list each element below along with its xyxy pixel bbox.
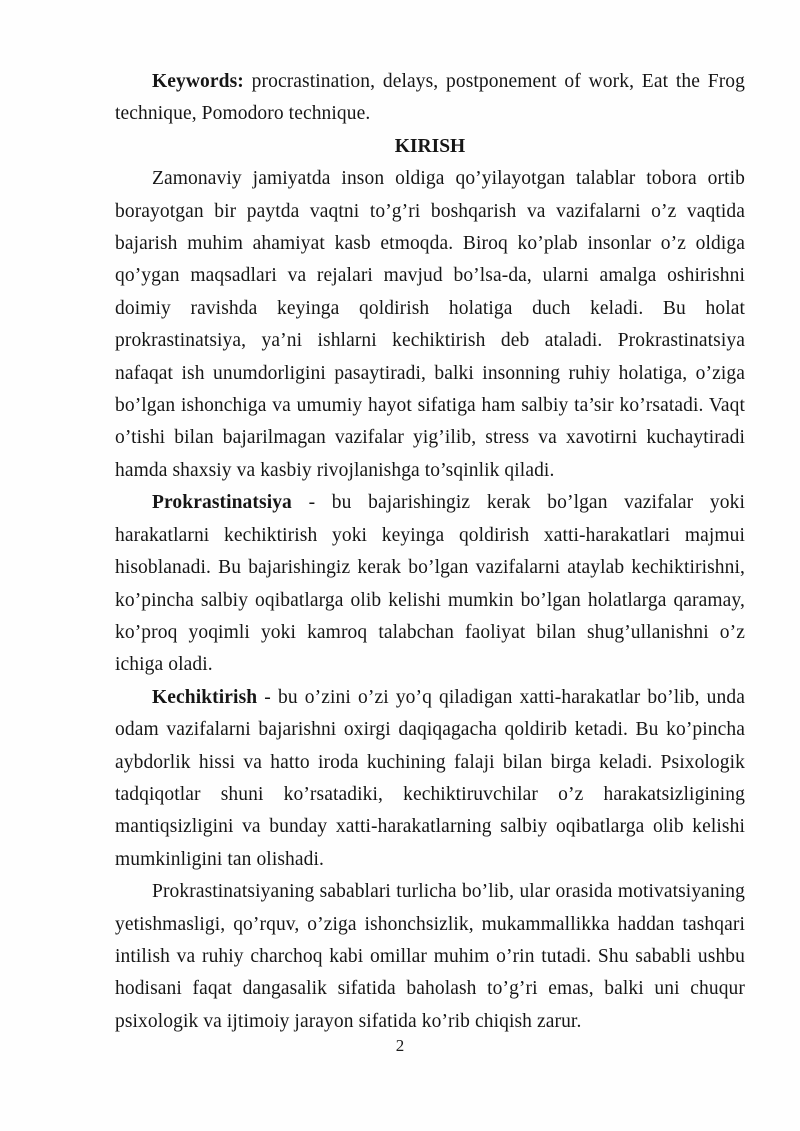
paragraph-prokrastinatsiya-lead: Prokrastinatsiya (152, 492, 292, 514)
paragraph-kechiktirish-definition (115, 682, 745, 876)
paragraph-causes-text: Prokrastinatsiyaning sabablari turlicha bo’lib, ular orasida motivatsiyaning yetishmasligi, qo’rquv, o’ziga ishonchsizlik, mukammallikka haddan tashqari intilish va ruhiy charchoq kabi omillar muhim o’rin tutadi. Shu sababli ushbu hodisani faqat dangasalik sifatida baholash to’g’ri emas, balki uni chuqur psixologik va ijtimoiy jarayon sifatida ko’rib chiqish zarur. (115, 881, 745, 1032)
text-block (115, 66, 745, 1038)
paragraph-prokrastinatsiya-definition (115, 487, 745, 681)
keywords-text: procrastination, delays, postponement of work, Eat the Frog technique, Pomodoro technique. (115, 71, 745, 125)
paragraph-intro (115, 163, 745, 487)
keywords-label: Keywords: (152, 71, 244, 92)
page-number: 2 (395, 1036, 405, 1055)
paragraph-keywords (115, 66, 745, 131)
paragraph-causes (115, 876, 745, 1038)
paragraph-kechiktirish-text: - bu o’zini o’zi yo’q qiladigan xatti-harakatlar bo’lib, unda odam vazifalarni bajarishni oxirgi daqiqagacha qoldirib ketadi. Bu ko’pincha aybdorlik hissi va hatto iroda kuchining falaji bilan birga keladi. Psixologik tadqiqotlar shuni ko’rsatadiki, kechiktiruvchilar o’z harakatsizligining mantiqsizligini va bunday xatti-harakatlarning salbiy oqibatlarga olib kelishi mumkinligini tan olishadi. (115, 686, 745, 870)
paragraph-intro-text: Zamonaviy jamiyatda inson oldiga qo’yilayotgan talablar tobora ortib borayotgan bir paytda vaqtni to’g’ri boshqarish va vazifalarni o’z vaqtida bajarish muhim ahamiyat kasb etmoqda. Biroq ko’plab insonlar o’z oldiga qo’ygan maqsadlari va rejalari mavjud bo’lsa-da, ularni amalga oshirishni doimiy ravishda keyinga qoldirish holatiga duch keladi. Bu holat prokrastinatsiya, ya’ni ishlarni kechiktirish deb ataladi. Prokrastinatsiya nafaqat ish unumdorligini pasaytiradi, balki insonning ruhiy holatiga, o’ziga bo’lgan ishonchiga va umumiy hayot sifatiga ham salbiy ta’sir ko’rsatadi. Vaqt o’tishi bilan bajarilmagan vazifalar yig’ilib, stress va xavotirni kuchaytiradi hamda shaxsiy va kasbiy rivojlanishga to’sqinlik qiladi. (115, 168, 745, 481)
paragraph-prokrastinatsiya-text: - bu bajarishingiz kerak bo’lgan vazifalar yoki harakatlarni kechiktirish yoki keyinga qoldirish xatti-harakatlari majmui hisoblanadi. Bu bajarishingiz kerak bo’lgan vazifalarni ataylab kechiktirishni, ko’pincha salbiy oqibatlarga olib kelishi mumkin bo’lgan holatlarga qaramay, ko’proq yoqimli yoki kamroq talabchan faoliyat bilan shug’ullanishni o’z ichiga oladi. (115, 492, 745, 676)
paragraph-kechiktirish-lead: Kechiktirish (152, 686, 258, 708)
section-heading-kirish: KIRISH (394, 135, 466, 157)
